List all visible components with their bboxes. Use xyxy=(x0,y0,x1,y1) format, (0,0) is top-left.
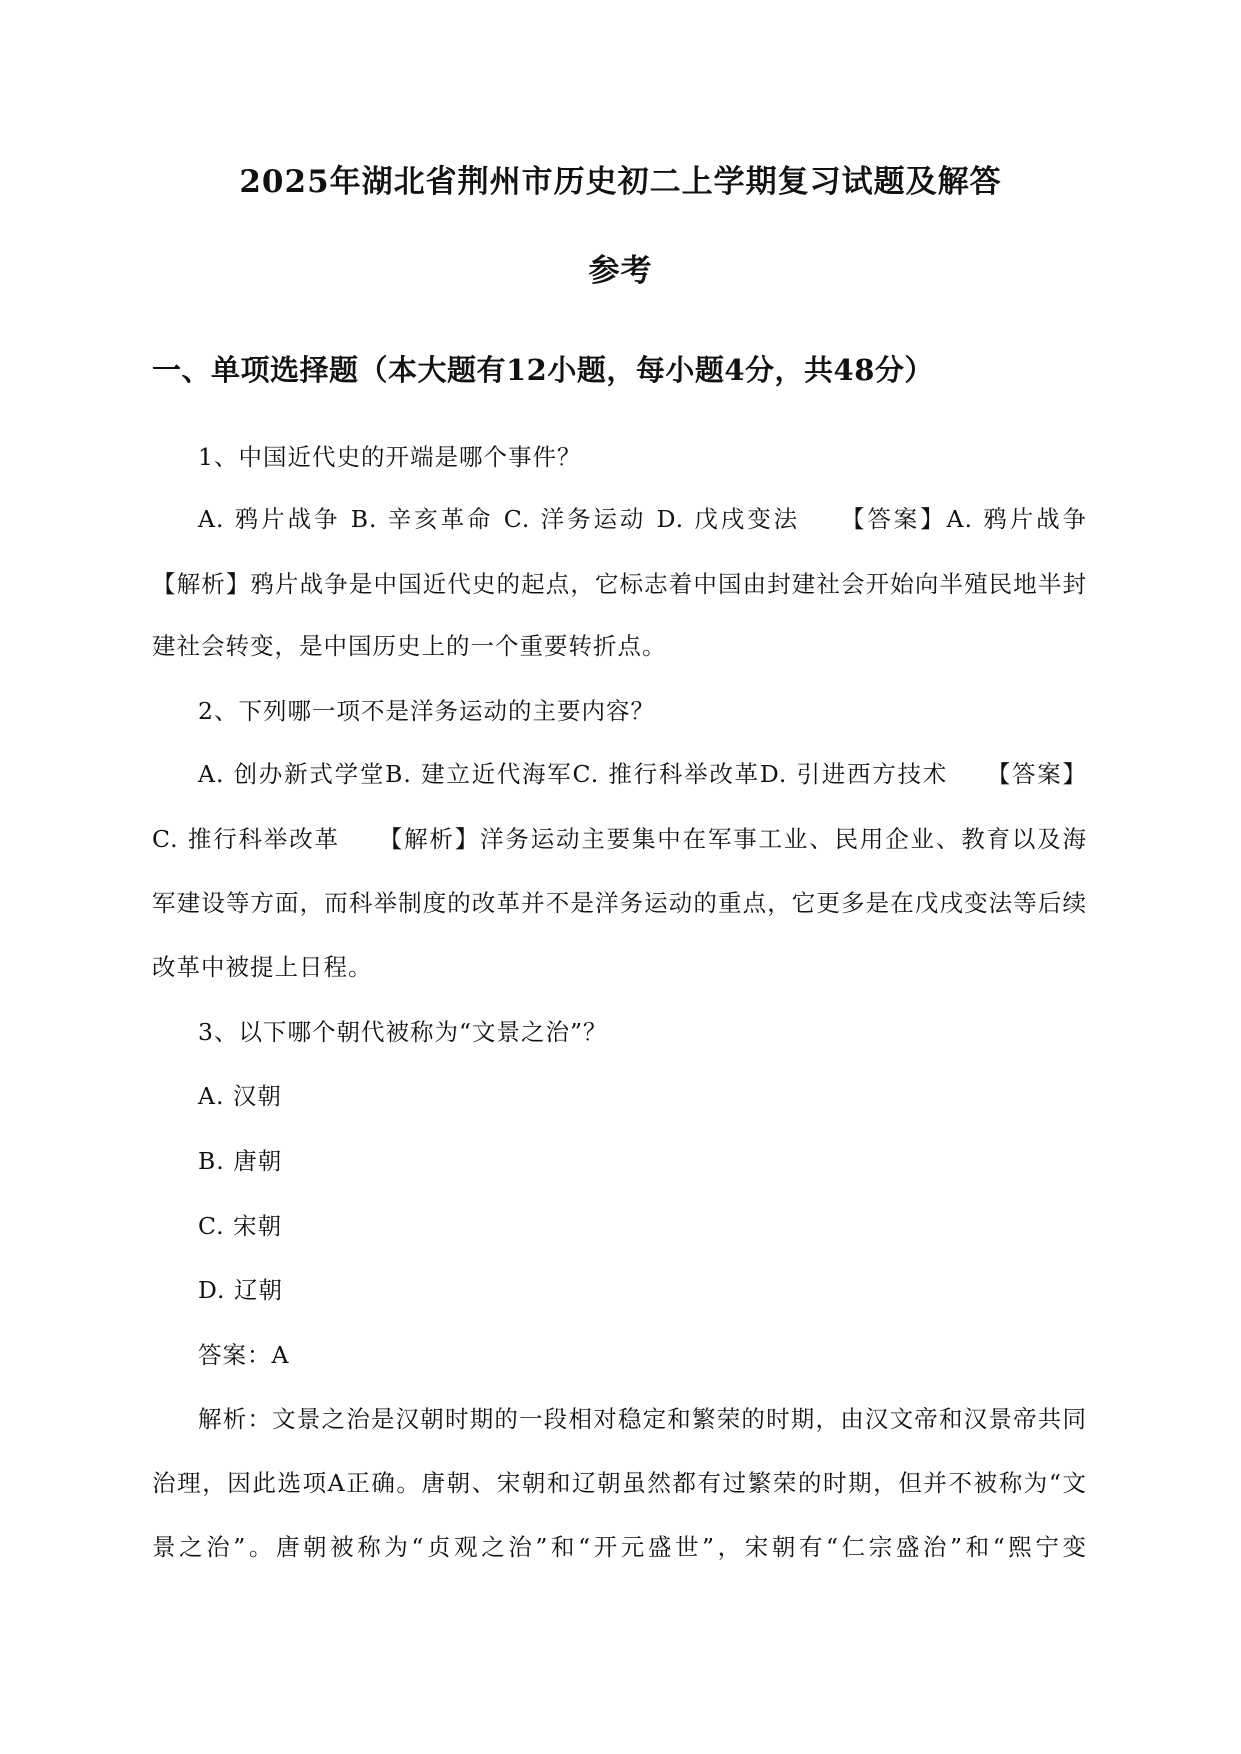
q1-stem: 1、中国近代史的开端是哪个事件？ xyxy=(198,443,582,471)
document-title-continued: 参考 xyxy=(588,253,653,289)
q3-analysis-line1: 解析：文景之治是汉朝时期的一段相对稳定和繁荣的时期，由汉文帝和汉景帝共同 xyxy=(198,1405,1087,1433)
q3-stem: 3、以下哪个朝代被称为“文景之治”？ xyxy=(198,1018,608,1046)
q2-analysis-line3: 改革中被提上日程。 xyxy=(152,953,373,981)
q3-option-c: C. 宋朝 xyxy=(198,1212,283,1240)
q1-options-answer: A. 鸦片战争 B. 辛亥革命 C. 洋务运动 D. 戊戌变法 【答案】A. 鸦片战争 xyxy=(198,505,1087,533)
q3-answer: 答案：A xyxy=(198,1341,290,1369)
q2-stem: 2、下列哪一项不是洋务运动的主要内容？ xyxy=(198,697,655,725)
q1-analysis-line2: 建社会转变，是中国历史上的一个重要转折点。 xyxy=(152,632,667,660)
q3-option-d: D. 辽朝 xyxy=(198,1276,283,1304)
q3-analysis-line3: 景之治”。唐朝被称为“贞观之治”和“开元盛世”，宋朝有“仁宗盛治”和“熙宁变 xyxy=(152,1533,1087,1561)
section-heading: 一、单项选择题（本大题有12小题，每小题4分，共48分） xyxy=(152,353,934,387)
q2-options-answer: A. 创办新式学堂B. 建立近代海军C. 推行科举改革D. 引进西方技术 【答案】 xyxy=(198,760,1087,788)
q2-answer-analysis: C. 推行科举改革 【解析】洋务运动主要集中在军事工业、民用企业、教育以及海 xyxy=(152,825,1087,853)
q3-analysis-line2: 治理，因此选项A正确。唐朝、宋朝和辽朝虽然都有过繁荣的时期，但并不被称为“文 xyxy=(152,1469,1087,1497)
q3-option-a: A. 汉朝 xyxy=(198,1082,282,1110)
document-title: 2025年湖北省荆州市历史初二上学期复习试题及解答 xyxy=(239,164,1002,200)
q3-option-b: B. 唐朝 xyxy=(198,1147,283,1175)
q1-analysis-line1: 【解析】鸦片战争是中国近代史的起点，它标志着中国由封建社会开始向半殖民地半封 xyxy=(152,570,1087,598)
q2-analysis-line2: 军建设等方面，而科举制度的改革并不是洋务运动的重点，它更多是在戊戌变法等后续 xyxy=(152,889,1087,917)
